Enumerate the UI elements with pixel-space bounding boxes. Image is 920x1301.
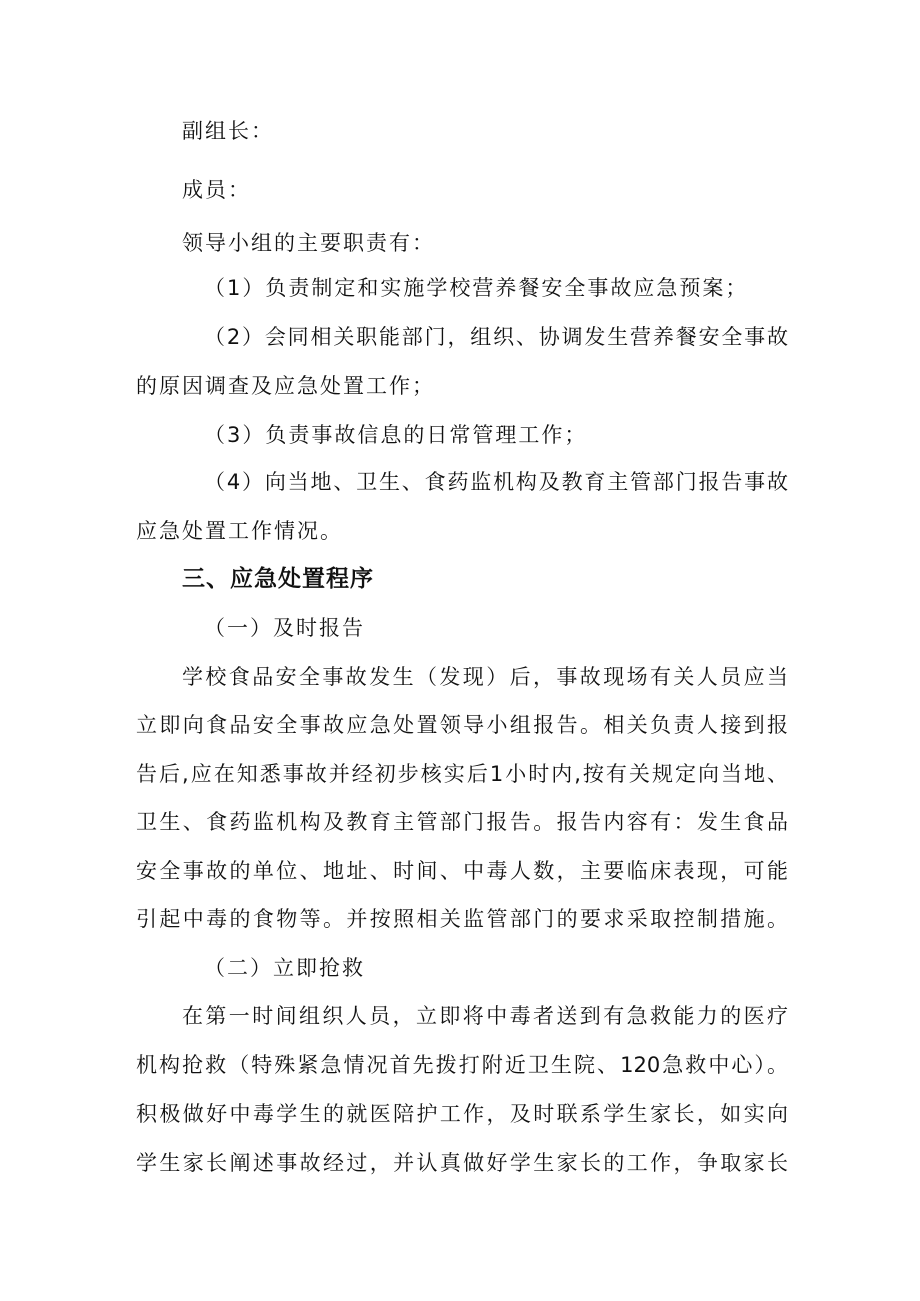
line-members: 成员： [182,178,251,202]
subheading-report: （一）及时报告 [204,616,365,640]
para-rescue-line-2: 机构抢救（特殊紧急情况首先拨打附近卫生院、120急救中心）。 [136,1053,788,1077]
line-deputy-leader: 副组长： [182,119,274,143]
para-report-line-5: 安全事故的单位、地址、时间、中毒人数，主要临床表现，可能 [136,859,788,883]
para-rescue-line-4: 学生家长阐述事故经过，并认真做好学生家长的工作，争取家长 [136,1151,788,1175]
para-report-line-3: 告后,应在知悉事故并经初步核实后1小时内,按有关规定向当地、 [136,762,788,786]
line-duty-4a: （4）向当地、卫生、食药监机构及教育主管部门报告事故 [204,470,788,494]
para-rescue-line-1: 在第一时间组织人员，立即将中毒者送到有急救能力的医疗 [182,1004,788,1028]
line-duty-1: （1）负责制定和实施学校营养餐安全事故应急预案； [204,276,749,300]
line-duty-3: （3）负责事故信息的日常管理工作； [204,423,588,447]
section-heading-3: 三、应急处置程序 [182,566,374,592]
para-report-line-4: 卫生、食药监机构及教育主管部门报告。报告内容有：发生食品 [136,810,788,834]
para-report-line-1: 学校食品安全事故发生（发现）后，事故现场有关人员应当 [182,665,788,689]
line-duties-intro: 领导小组的主要职责有： [182,231,435,255]
para-rescue-line-3: 积极做好中毒学生的就医陪护工作，及时联系学生家长，如实向 [136,1102,788,1126]
line-duty-2b: 的原因调查及应急处置工作； [136,374,435,398]
para-report-line-2: 立即向食品安全事故应急处置领导小组报告。相关负责人接到报 [136,713,788,737]
para-report-line-6: 引起中毒的食物等。并按照相关监管部门的要求采取控制措施。 [136,907,788,931]
line-duty-4b: 应急处置工作情况。 [136,519,343,543]
line-duty-2a: （2）会同相关职能部门，组织、协调发生营养餐安全事故 [204,325,788,349]
subheading-rescue: （二）立即抢救 [204,956,365,980]
